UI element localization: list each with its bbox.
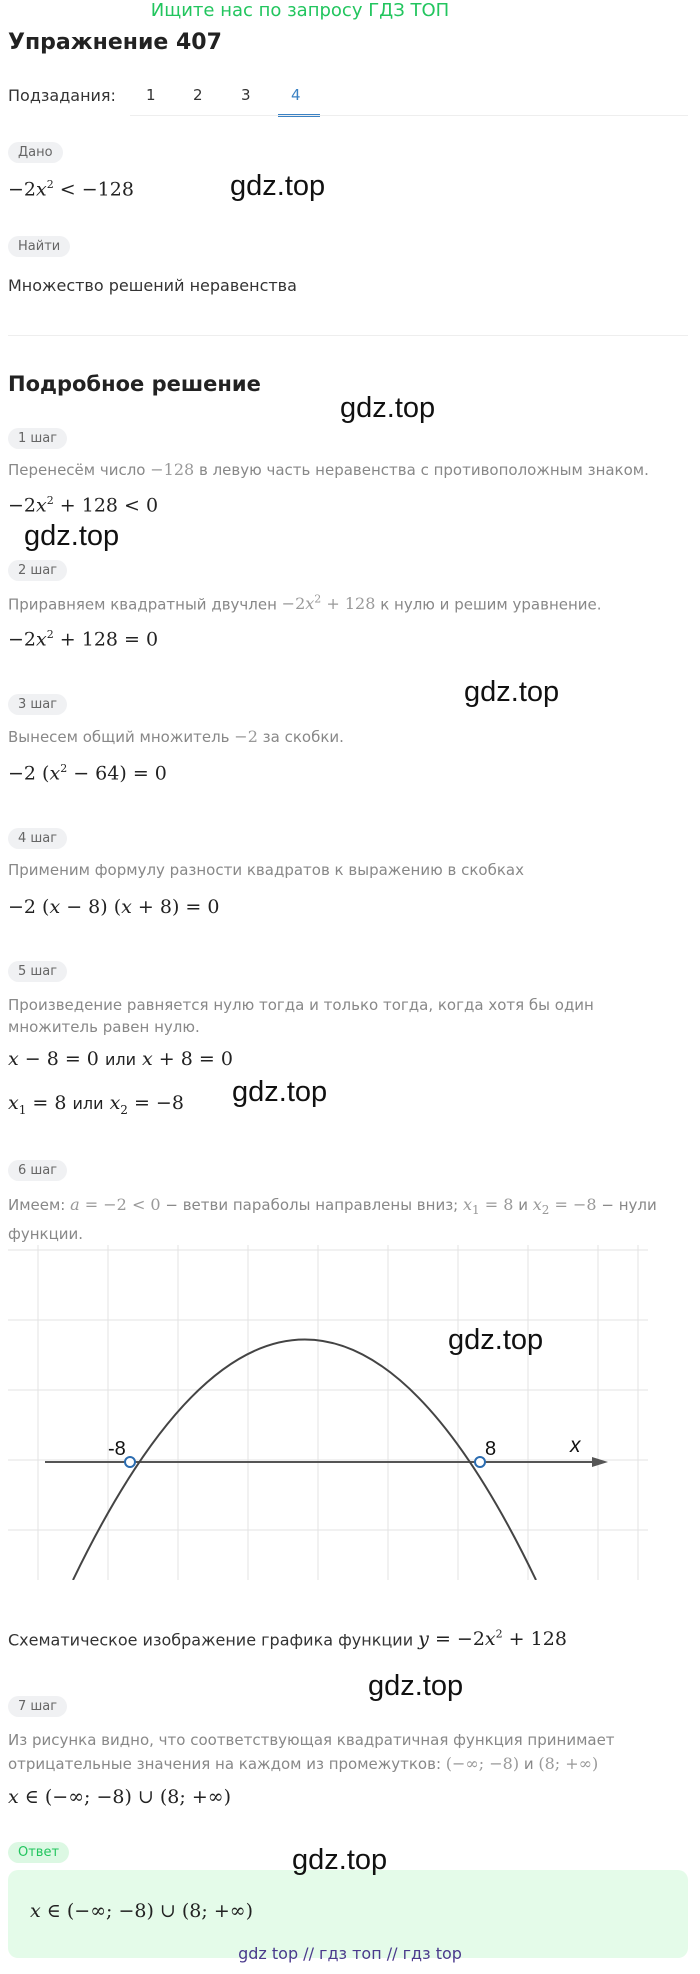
watermark: gdz.top <box>24 520 120 552</box>
answer-expression: x ∈ (−∞; −8) ∪ (8; +∞) <box>30 1900 253 1922</box>
divider <box>130 115 688 116</box>
step-1-expression: $-2x^2 + 128 < 0$ <box>8 494 159 517</box>
step-5-text: Произведение равняется нулю тогда и только тогда, когда хотя бы один множитель равен нулю. <box>8 996 594 1036</box>
step-4-label: 4 шаг <box>8 828 67 849</box>
tab-subtask-1[interactable]: 1 <box>146 86 156 104</box>
step-3-text: Вынесем общий множитель −2 за скобки. <box>8 727 344 746</box>
step-5-label: 5 шаг <box>8 961 67 982</box>
graph-caption: Схематическое изображение графика функции $y = -2x^2 + 128$ <box>8 1628 567 1651</box>
root-point-left <box>125 1457 135 1467</box>
step-2-text: Приравняем квадратный двучлен $-2x^2 + 128$ к нулю и решим уравнение. <box>8 593 602 614</box>
step-2-expression: $-2x^2 + 128 = 0$ <box>8 628 159 651</box>
watermark: gdz.top <box>448 1324 544 1356</box>
step-2-label: 2 шаг <box>8 560 67 581</box>
page-title: Упражнение 407 <box>8 30 222 55</box>
watermark: gdz.top <box>368 1670 464 1702</box>
parabola-graph <box>8 1245 648 1580</box>
given-expression: $-2x^2 < -128$ <box>8 178 134 201</box>
divider <box>8 335 688 336</box>
step-7-expression: x ∈ (−∞; −8) ∪ (8; +∞) <box>8 1786 231 1808</box>
tab-subtask-2[interactable]: 2 <box>193 86 203 104</box>
footer-links[interactable]: gdz top // гдз топ // гдз top <box>238 1944 462 1963</box>
subtask-tabs <box>8 86 688 118</box>
step-6-label: 6 шаг <box>8 1160 67 1181</box>
watermark: gdz.top <box>340 392 436 424</box>
find-text: Множество решений неравенства <box>8 276 297 295</box>
step-5-expression-1: x − 8 = 0 или x + 8 = 0 <box>8 1048 233 1070</box>
step-3-expression: −2 $(x^2 - 64) = 0$ <box>8 762 167 785</box>
tab-subtask-3[interactable]: 3 <box>241 86 251 104</box>
graph-grid <box>8 1245 648 1580</box>
tab-subtask-4[interactable]: 4 <box>291 86 301 104</box>
step-1-text: Перенесём число −128 в левую часть неравенства с противоположным знаком. <box>8 460 649 479</box>
step-7-text: Из рисунка видно, что соответствующая квадратичная функция принимает отрицательные значения на каждом из промежутков: (−∞; −8) и (8; +∞) <box>8 1731 615 1773</box>
solution-title: Подробное решение <box>8 372 261 396</box>
step-6-text: Имеем: a = −2 < 0 − ветви параболы направлены вниз; $x_1 = 8$ и $x_2 = -8$ − нули функции. <box>8 1195 657 1244</box>
find-label: Найти <box>8 236 70 257</box>
step-7-label: 7 шаг <box>8 1696 67 1717</box>
step-4-expression: −2 (x − 8) (x + 8) = 0 <box>8 896 220 918</box>
step-5-expression-2: $x_1 = 8$ или $x_2 = -8$ <box>8 1092 184 1117</box>
root-label-left: -8 <box>108 1438 126 1460</box>
top-banner: Ищите нас по запросу ГДЗ ТОП <box>150 0 450 21</box>
watermark: gdz.top <box>232 1076 328 1108</box>
watermark: gdz.top <box>464 676 560 708</box>
root-label-right: 8 <box>485 1438 497 1460</box>
subtasks-label: Подзадания: <box>8 86 116 105</box>
given-label: Дано <box>8 142 63 163</box>
watermark: gdz.top <box>292 1844 388 1876</box>
step-4-text: Применим формулу разности квадратов к выражению в скобках <box>8 861 524 879</box>
x-axis-arrow <box>592 1457 608 1467</box>
root-point-right <box>475 1457 485 1467</box>
step-1-label: 1 шаг <box>8 428 67 449</box>
step-3-label: 3 шаг <box>8 694 67 715</box>
answer-label: Ответ <box>8 1842 69 1863</box>
watermark: gdz.top <box>230 170 326 202</box>
axis-label-x: x <box>570 1434 581 1457</box>
